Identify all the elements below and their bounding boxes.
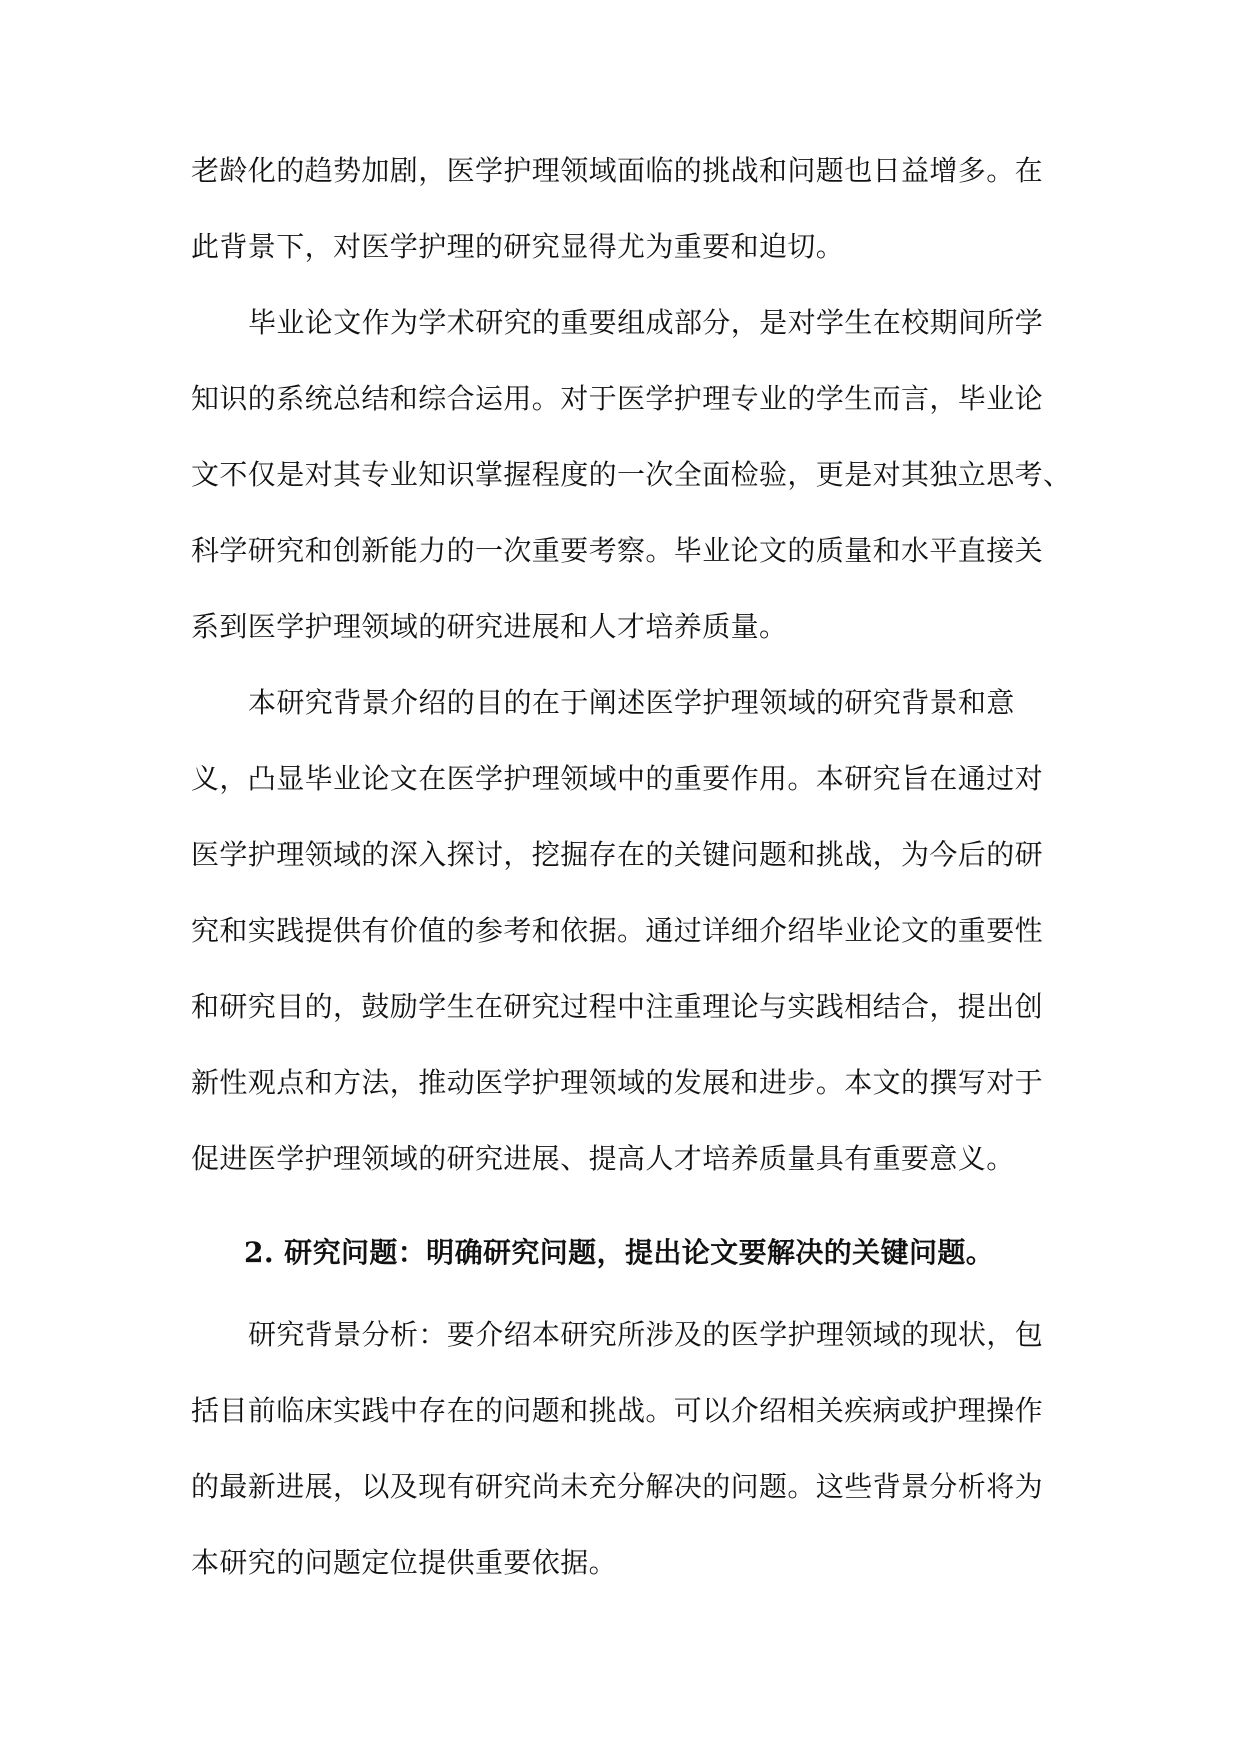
paragraph-line: 新性观点和方法，推动医学护理领域的发展和进步。本文的撰写对于	[191, 1066, 1044, 1099]
paragraph-line: 本研究背景介绍的目的在于阐述医学护理领域的研究背景和意	[248, 686, 1015, 719]
paragraph-line: 研究背景分析：要介绍本研究所涉及的医学护理领域的现状，包	[248, 1318, 1044, 1351]
paragraph-line: 促进医学护理领域的研究进展、提高人才培养质量具有重要意义。	[191, 1142, 1015, 1175]
paragraph-line: 系到医学护理领域的研究进展和人才培养质量。	[191, 610, 788, 643]
paragraph-line: 科学研究和创新能力的一次重要考察。毕业论文的质量和水平直接关	[191, 534, 1044, 567]
section-heading: 2. 研究问题：明确研究问题，提出论文要解决的关键问题。	[244, 1236, 995, 1269]
paragraph-line: 老龄化的趋势加剧，医学护理领域面临的挑战和问题也日益增多。在	[191, 154, 1044, 187]
paragraph-line: 毕业论文作为学术研究的重要组成部分，是对学生在校期间所学	[248, 306, 1044, 339]
paragraph-line: 和研究目的，鼓励学生在研究过程中注重理论与实践相结合，提出创	[191, 990, 1044, 1023]
paragraph-line: 的最新进展，以及现有研究尚未充分解决的问题。这些背景分析将为	[191, 1470, 1044, 1503]
paragraph-line: 本研究的问题定位提供重要依据。	[191, 1546, 618, 1579]
paragraph-line: 文不仅是对其专业知识掌握程度的一次全面检验，更是对其独立思考、	[191, 458, 1072, 491]
paragraph-line: 医学护理领域的深入探讨，挖掘存在的关键问题和挑战，为今后的研	[191, 838, 1044, 871]
paragraph-line: 知识的系统总结和综合运用。对于医学护理专业的学生而言，毕业论	[191, 382, 1044, 415]
paragraph-line: 此背景下，对医学护理的研究显得尤为重要和迫切。	[191, 230, 845, 263]
paragraph-line: 括目前临床实践中存在的问题和挑战。可以介绍相关疾病或护理操作	[191, 1394, 1044, 1427]
paragraph-line: 义，凸显毕业论文在医学护理领域中的重要作用。本研究旨在通过对	[191, 762, 1044, 795]
paragraph-line: 究和实践提供有价值的参考和依据。通过详细介绍毕业论文的重要性	[191, 914, 1044, 947]
